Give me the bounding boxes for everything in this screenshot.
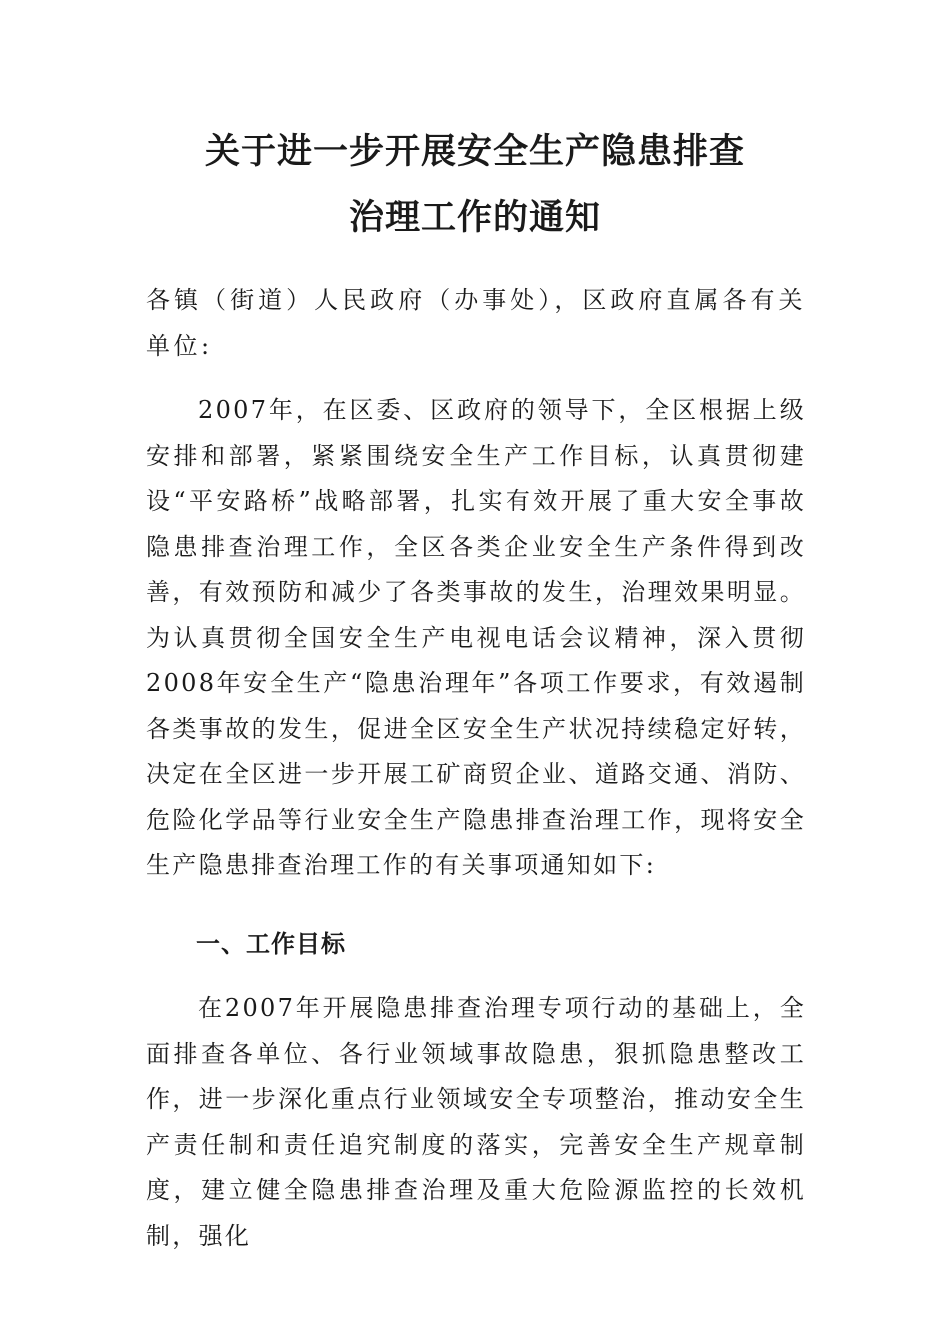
section-heading-goals: 一、工作目标 <box>196 930 346 958</box>
paragraph-intro: 2007年，在区委、区政府的领导下，全区根据上级安排和部署，紧紧围绕安全生产工作目标，认真贯彻建设“平安路桥”战略部署，扎实有效开展了重大安全事故隐患排查治理工作，全区各类企业安全生产条件得到改善，有效预防和减少了各类事故的发生，治理效果明显。为认真贯彻全国安全生产电视电话会议精神，深入贯彻2008年安全生产“隐患治理年”各项工作要求，有效遏制各类事故的发生，促进全区安全生产状况持续稳定好转，决定在全区进一步开展工矿商贸企业、道路交通、消防、危险化学品等行业安全生产隐患排查治理工作，现将安全生产隐患排查治理工作的有关事项通知如下: <box>146 396 806 879</box>
document-title-line-2: 治理工作的通知 <box>348 197 601 238</box>
addressee-line: 各镇（街道）人民政府（办事处），区政府直属各有关单位: <box>146 286 806 360</box>
paragraph-goals: 在2007年开展隐患排查治理专项行动的基础上，全面排查各单位、各行业领域事故隐患，狠抓隐患整改工作，进一步深化重点行业领域安全专项整治，推动安全生产责任制和责任追究制度的落实，完善安全生产规章制度，建立健全隐患排查治理及重大危险源监控的长效机制，强化 <box>146 994 806 1250</box>
document-title-line-1: 关于进一步开展安全生产隐患排查 <box>204 131 745 172</box>
